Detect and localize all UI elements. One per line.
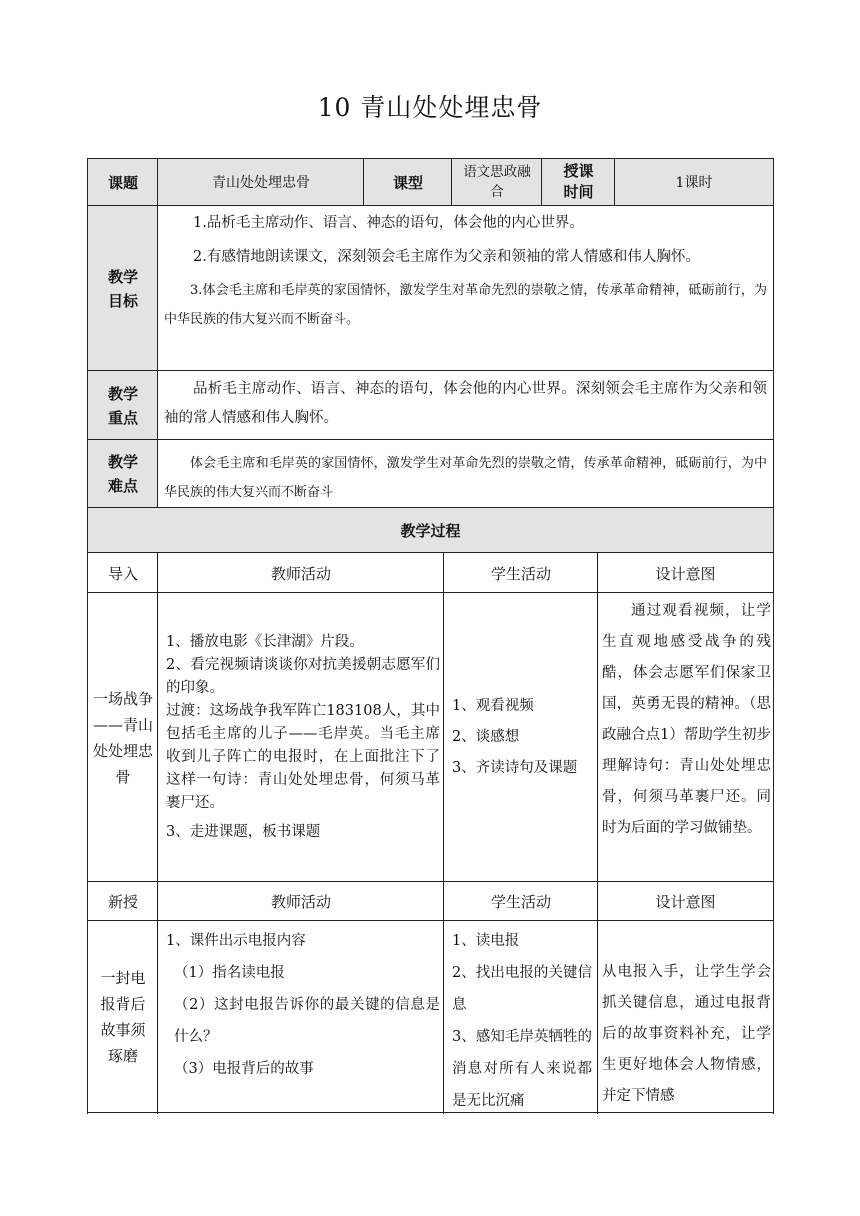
teacher-header-2: 教师活动	[270, 893, 331, 911]
document-title: 10 青山处处埋忠骨	[317, 93, 543, 122]
section2-design: 从电报入手，让学生学会抓关键信息，通过电报背后的故事资料补充，让学生更好地体会人物情感，并定下情感	[602, 964, 771, 1104]
key-label: 教学重点	[107, 384, 138, 427]
section2-teacher-3: （2）这封电报告诉你的最关键的信息是什么？	[174, 997, 440, 1045]
design-header-2: 设计意图	[655, 893, 716, 911]
section1-name: 一场战争——青山处处埋忠骨	[93, 689, 154, 786]
section1-teacher-4: 3、走进课题，板书课题	[166, 824, 321, 840]
design-header-1: 设计意图	[655, 564, 716, 583]
section1-student-1: 1、观看视频	[452, 698, 534, 714]
grid-line	[451, 158, 452, 206]
grid-line	[87, 439, 774, 440]
section1-teacher	[160, 593, 444, 882]
grid-line	[87, 552, 774, 553]
grid-line	[87, 507, 774, 508]
section2-student-3: 3、感知毛岸英牺牲的消息对所有人来说都是无比沉痛	[452, 1029, 592, 1109]
goal-item-2: 2.有感情地朗读课文，深刻领会毛主席作为父亲和领袖的常人情感和伟人胸怀。	[193, 249, 700, 265]
difficulty-content: 体会毛主席和毛岸英的家国情怀，激发学生对革命先烈的崇敬之情，传承革命精神，砥砺前行，为中华民族的伟大复兴而不断奋斗	[164, 456, 767, 500]
grid-line	[87, 920, 774, 921]
student-header-2: 学生活动	[490, 893, 551, 911]
keti-label: 课题	[107, 173, 138, 192]
section1-student-2: 2、谈感想	[452, 729, 520, 745]
goal-item-3: 3.体会毛主席和毛岸英的家国情怀，激发学生对革命先烈的崇敬之情，传承革命精神，砥砺前行，为中华民族的伟大复兴而不断奋斗。	[164, 283, 767, 327]
section1-student	[446, 593, 598, 882]
goals-label: 教学目标	[107, 267, 138, 310]
difficulty-label: 教学难点	[107, 453, 138, 495]
teacher-header-1: 教师活动	[270, 564, 331, 583]
grid-line	[157, 158, 158, 508]
section1-design: 通过观看视频，让学生直观地感受战争的残酷，体会志愿军们保家卫国，英勇无畏的精神。（思政融合点1）帮助学生初步理解诗句：青山处处埋忠骨，何须马革裹尸还。同时为后面的学习做铺垫。	[602, 603, 771, 836]
section2-name-text: 一封电报背后故事须琢磨	[100, 969, 146, 1065]
shouke-label: 授课时间	[563, 162, 594, 201]
section2-teacher	[160, 925, 444, 1113]
section2-teacher-1: 1、课件出示电报内容	[166, 933, 306, 949]
process-title: 教学过程	[400, 522, 461, 540]
section1-teacher-2: 2、看完视频请谈谈你对抗美援朝志愿军们的印象。	[166, 657, 440, 696]
grid-line	[541, 158, 542, 206]
grid-line	[773, 158, 774, 1114]
section1-student-3: 3、齐读诗句及课题	[452, 760, 578, 776]
stage-new: 新授	[107, 893, 138, 911]
section2-student-1: 1、读电报	[452, 933, 520, 949]
key-content: 品析毛主席动作、语言、神态的语句，体会他的内心世界。深刻领会毛主席作为父亲和领袖的常人情感和伟人胸怀。	[164, 381, 767, 426]
grid-line	[443, 552, 444, 1114]
kexing-value: 语文思政融合	[463, 164, 531, 200]
section2-teacher-4: （3）电报背后的故事	[174, 1061, 314, 1077]
keti-value: 青山处处埋忠骨	[212, 175, 310, 191]
student-header-1: 学生活动	[490, 564, 551, 583]
section1-teacher-1: 1、播放电影《长津湖》片段。	[166, 634, 364, 650]
grid-line	[363, 158, 364, 206]
section2-teacher-2: （1）指名读电报	[174, 965, 285, 981]
kexing-label: 课型	[392, 173, 423, 192]
section2-student-2: 2、找出电报的关键信息	[452, 965, 592, 1013]
grid-line	[87, 1112, 774, 1113]
grid-line	[614, 158, 615, 206]
goals-content	[160, 208, 771, 370]
grid-line	[157, 552, 158, 1114]
grid-line	[87, 158, 88, 1114]
goal-item-1: 1.品析毛主席动作、语言、神态的语句，体会他的内心世界。	[193, 215, 584, 231]
section2-student	[446, 925, 598, 1113]
grid-line	[87, 158, 774, 159]
grid-line	[87, 881, 774, 882]
section2-name	[88, 921, 158, 1113]
stage-intro: 导入	[107, 564, 138, 583]
grid-line	[87, 205, 774, 206]
grid-line	[87, 370, 774, 371]
shouke-value: 1课时	[675, 175, 713, 191]
grid-line	[597, 552, 598, 1114]
grid-line	[87, 592, 774, 593]
section1-teacher-3: 过渡：这场战争我军阵亡183108人，其中包括毛主席的儿子——毛岸英。当毛主席收到儿子阵亡的电报时，在上面批注下了这样一句诗：青山处处埋忠骨，何须马革裹尸还。	[166, 703, 440, 811]
